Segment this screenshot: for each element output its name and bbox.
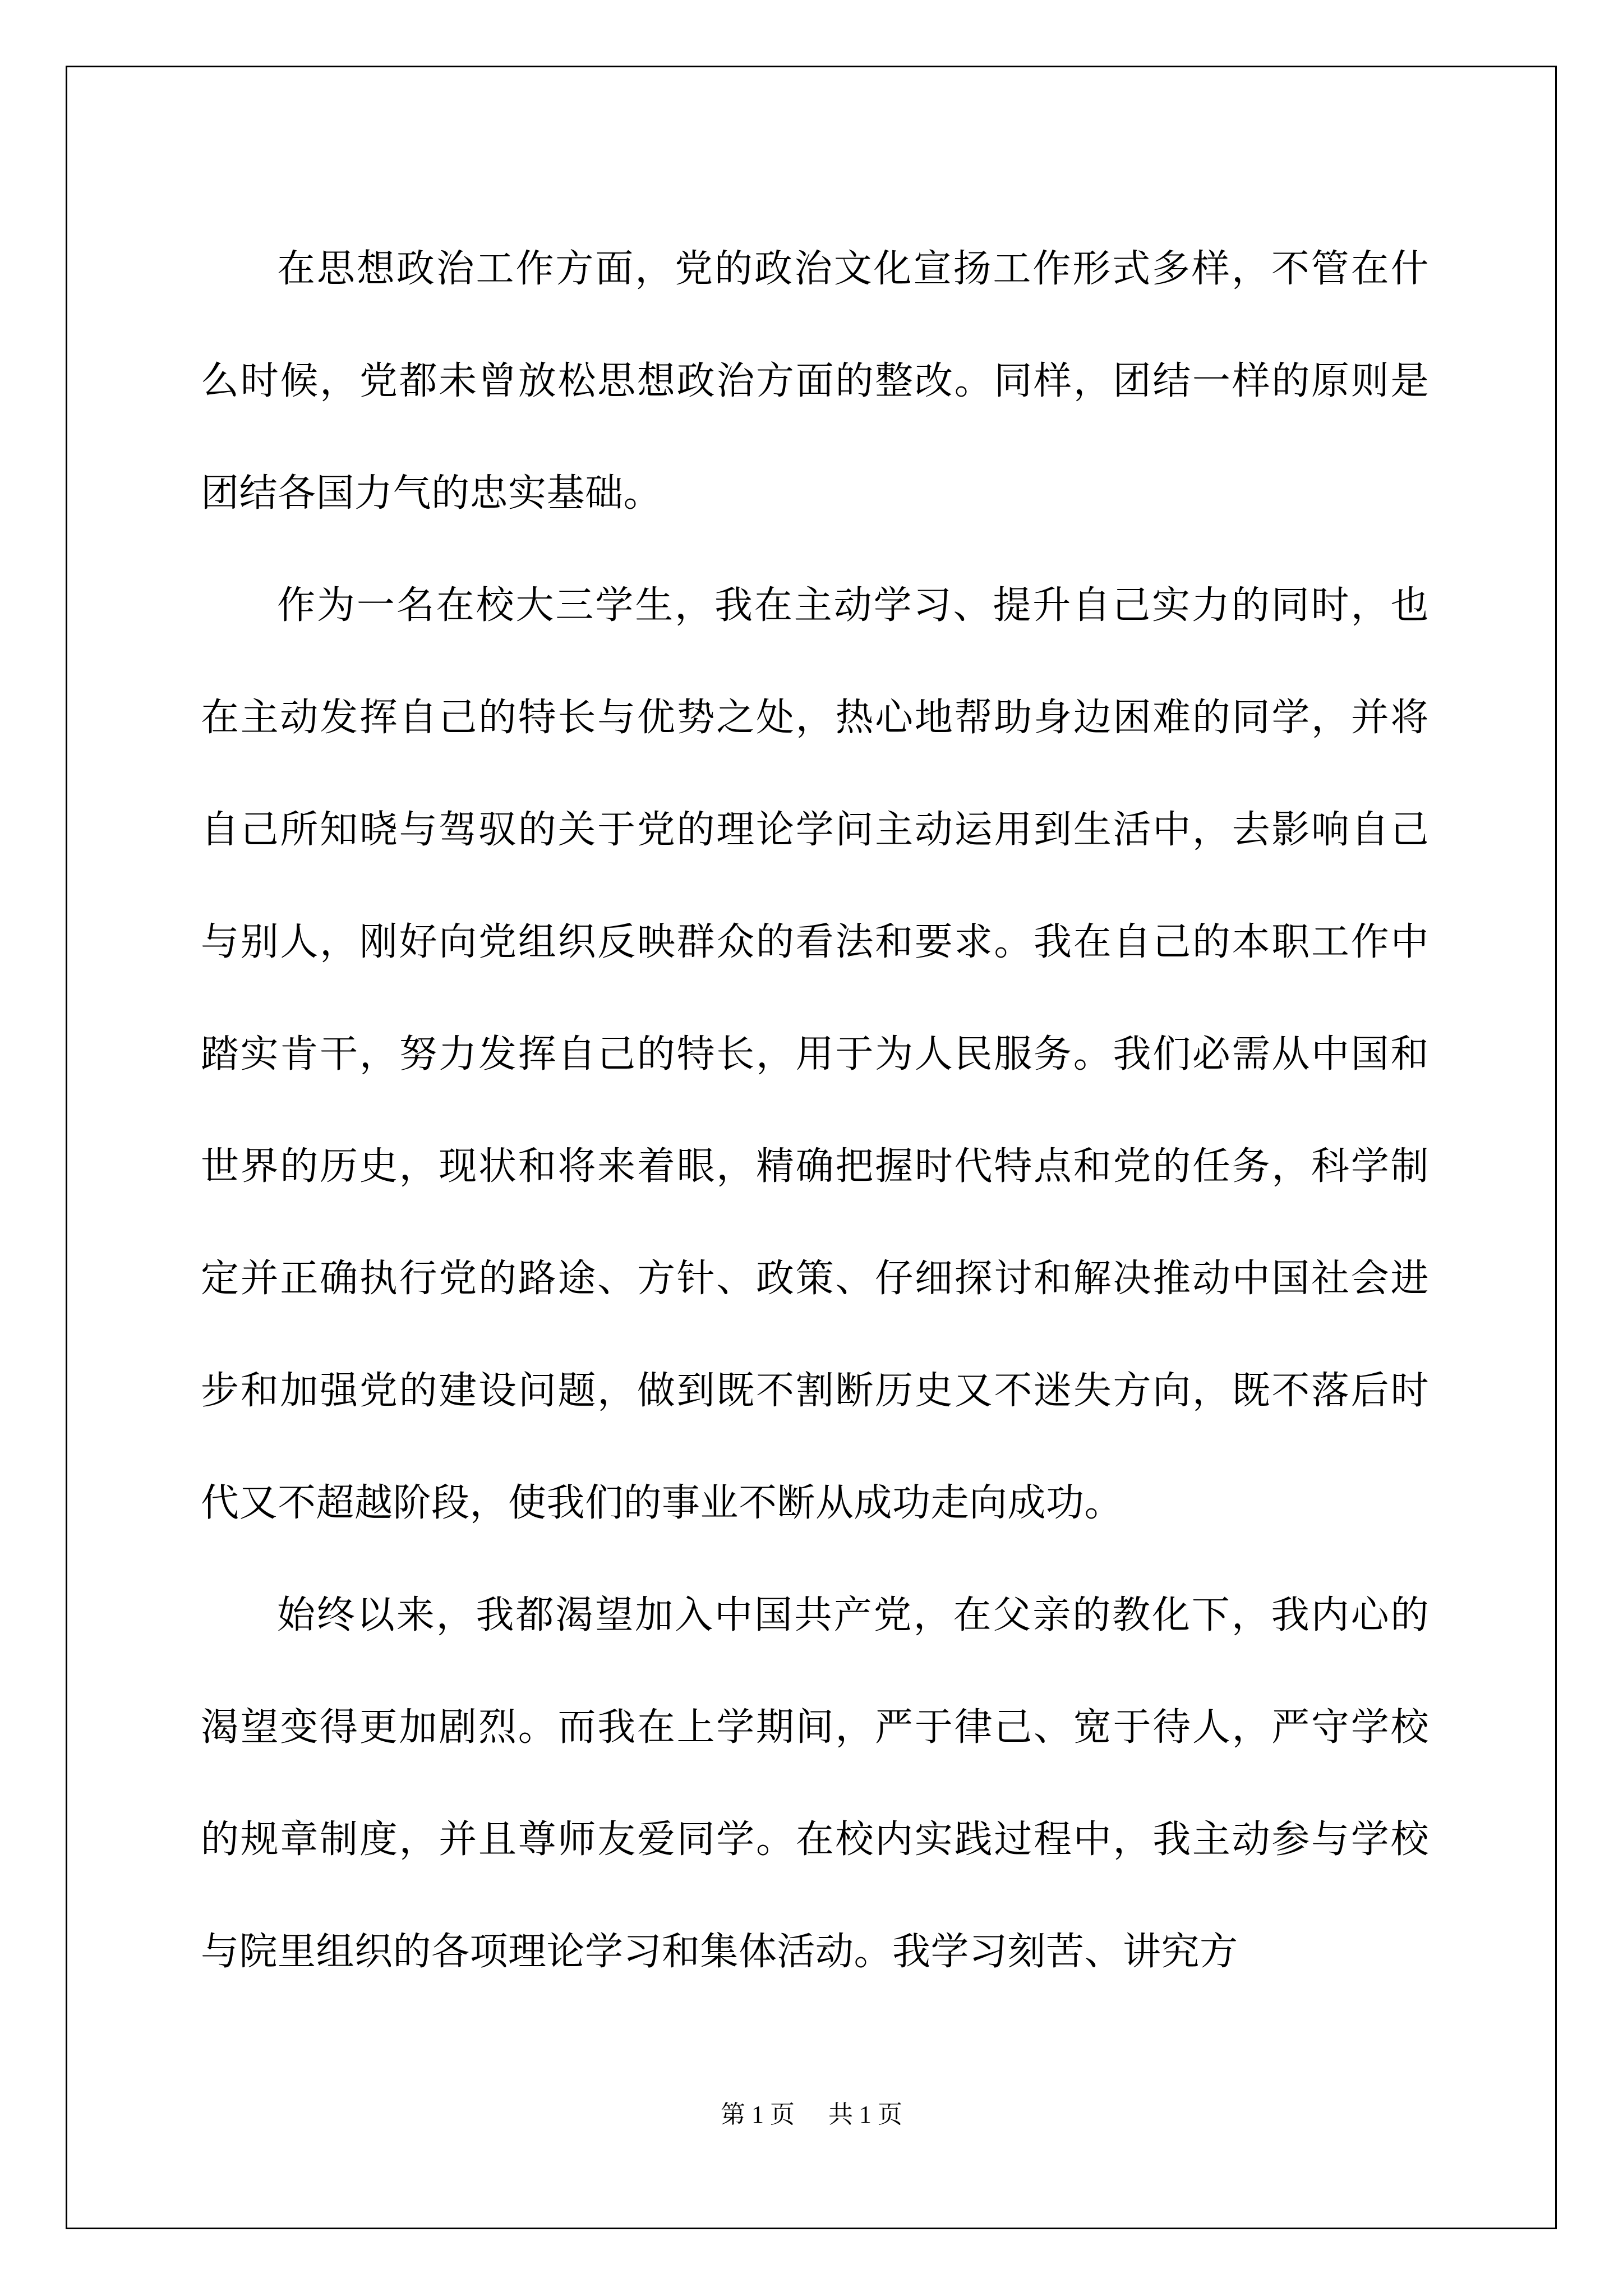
page-total: 共 1 页: [828, 2101, 902, 2128]
page-footer: [0, 2098, 1623, 2132]
paragraph: 在思想政治工作方面，党的政治文化宣扬工作形式多样，不管在什么时候，党都未曾放松思想政治方面的整改。同样，团结一样的原则是团结各国力气的忠实基础。: [201, 247, 1429, 516]
paragraph: 始终以来，我都渴望加入中国共产党，在父亲的教化下，我内心的渴望变得更加剧烈。而我在上学期间，严于律己、宽于待人，严守学校的规章制度，并且尊师友爱同学。在校内实践过程中，我主动参与学校与院里组织的各项理论学习和集体活动。我学习刻苦、讲究方: [201, 1593, 1429, 1974]
document-body: [201, 213, 1429, 2008]
page-number: 第 1 页: [721, 2101, 795, 2128]
paragraph: 作为一名在校大三学生，我在主动学习、提升自己实力的同时，也在主动发挥自己的特长与优势之处，热心地帮助身边困难的同学，并将自己所知晓与驾驭的关于党的理论学问主动运用到生活中，去影响自己与别人，刚好向党组织反映群众的看法和要求。我在自己的本职工作中踏实肯干，努力发挥自己的特长，用于为人民服务。我们必需从中国和世界的历史，现状和将来着眼，精确把握时代特点和党的任务，科学制定并正确执行党的路途、方针、政策、仔细探讨和解决推动中国社会进步和加强党的建设问题，做到既不割断历史又不迷失方向，既不落后时代又不超越阶段，使我们的事业不断从成功走向成功。: [201, 583, 1429, 1525]
